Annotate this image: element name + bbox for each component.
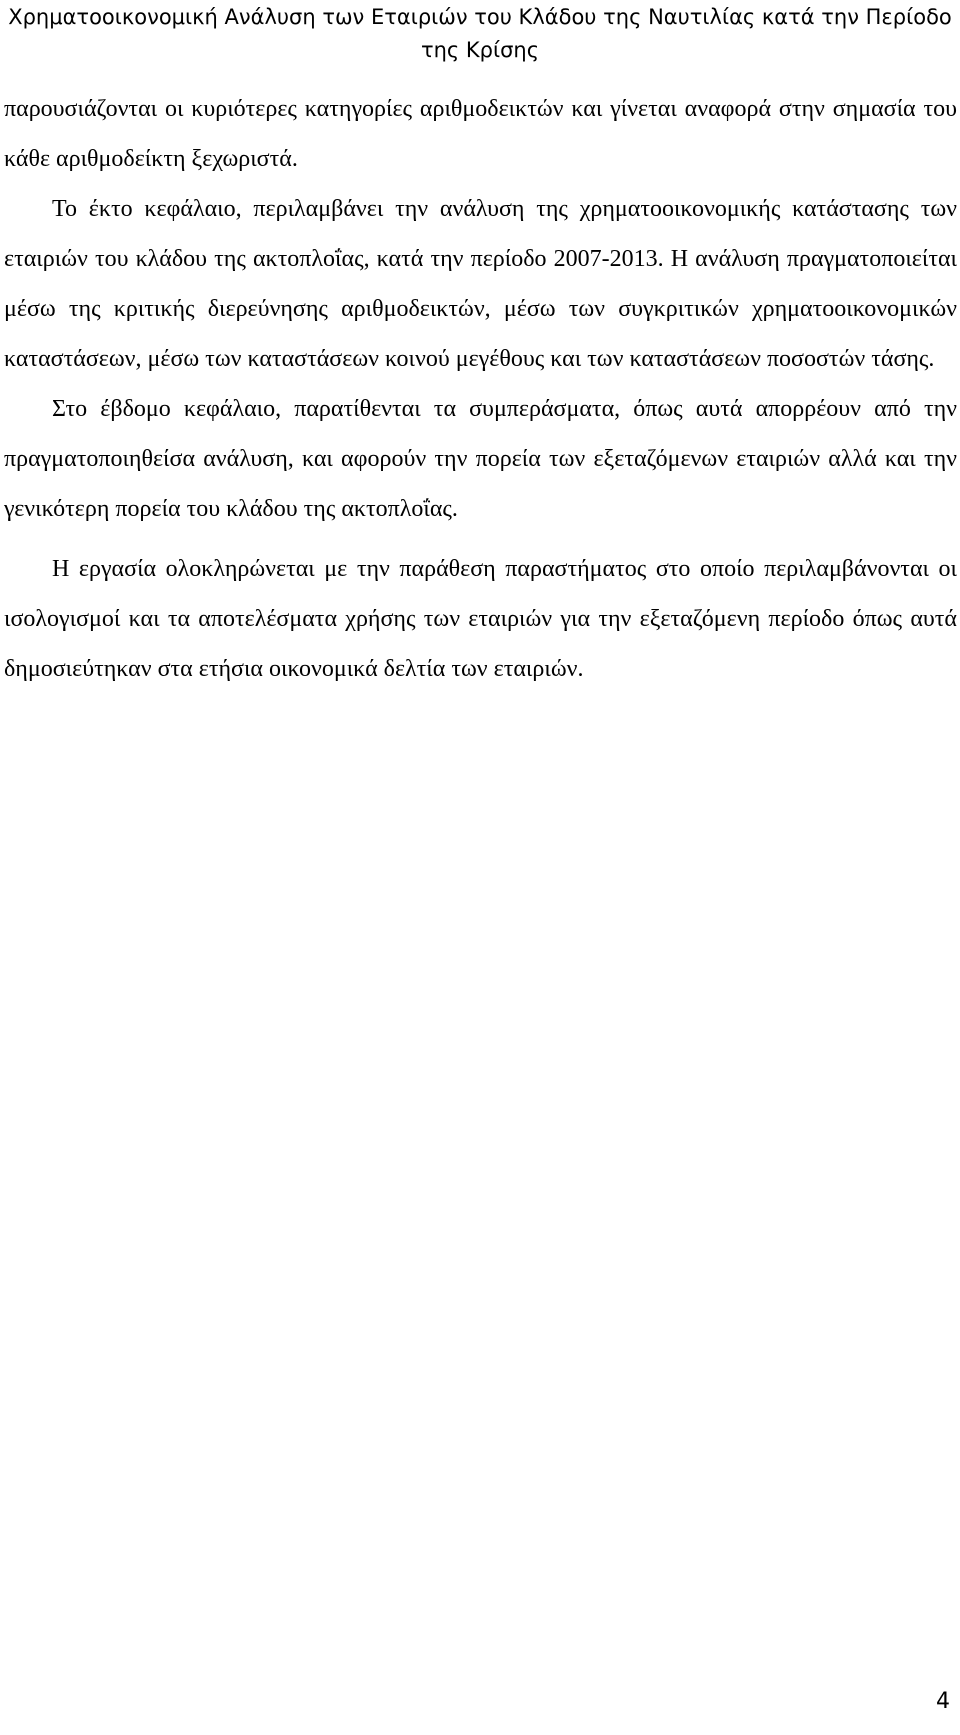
paragraph-chapter-seven: Στο έβδομο κεφάλαιο, παρατίθενται τα συμπεράσματα, όπως αυτά απορρέουν από την πραγματοποιηθείσα ανάλυση, και αφορούν την πορεία των εξεταζόμενων εταιριών αλλά και την γενικότερη πορεία του κλάδου της ακτοπλοΐας. — [4, 396, 957, 522]
paragraph-appendix: Η εργασία ολοκληρώνεται με την παράθεση παραστήματος στο οποίο περιλαμβάνονται οι ισολογισμοί και τα αποτελέσματα χρήσης των εταιριών για την εξεταζόμενη περίοδο όπως αυτά δημοσιεύτηκαν στα ετήσια οικονομικά δελτία των εταιριών. — [4, 556, 957, 682]
paragraph-continuation: παρουσιάζονται οι κυριότερες κατηγορίες αριθμοδεικτών και γίνεται αναφορά στην σημασία του κάθε αριθμοδείκτη ξεχωριστά. — [4, 96, 957, 172]
running-header — [0, 0, 960, 67]
document-body — [4, 84, 957, 694]
paragraph-chapter-six: Το έκτο κεφάλαιο, περιλαμβάνει την ανάλυση της χρηματοοικονομικής κατάστασης των εταιριών του κλάδου της ακτοπλοΐας, κατά την περίοδο 2007-2013. Η ανάλυση πραγματοποιείται μέσω της κριτικής διερεύνησης αριθμοδεικτών, μέσω των συγκριτικών χρηματοοικονομικών καταστάσεων, μέσω των καταστάσεων κοινού μεγέθους και των καταστάσεων ποσοστών τάσης. — [4, 196, 957, 372]
header-title: Χρηματοοικονομική Ανάλυση των Εταιριών του Κλάδου της Ναυτιλίας κατά την Περίοδο της Κρίσης — [8, 5, 952, 62]
page-number: 4 — [936, 1689, 950, 1714]
